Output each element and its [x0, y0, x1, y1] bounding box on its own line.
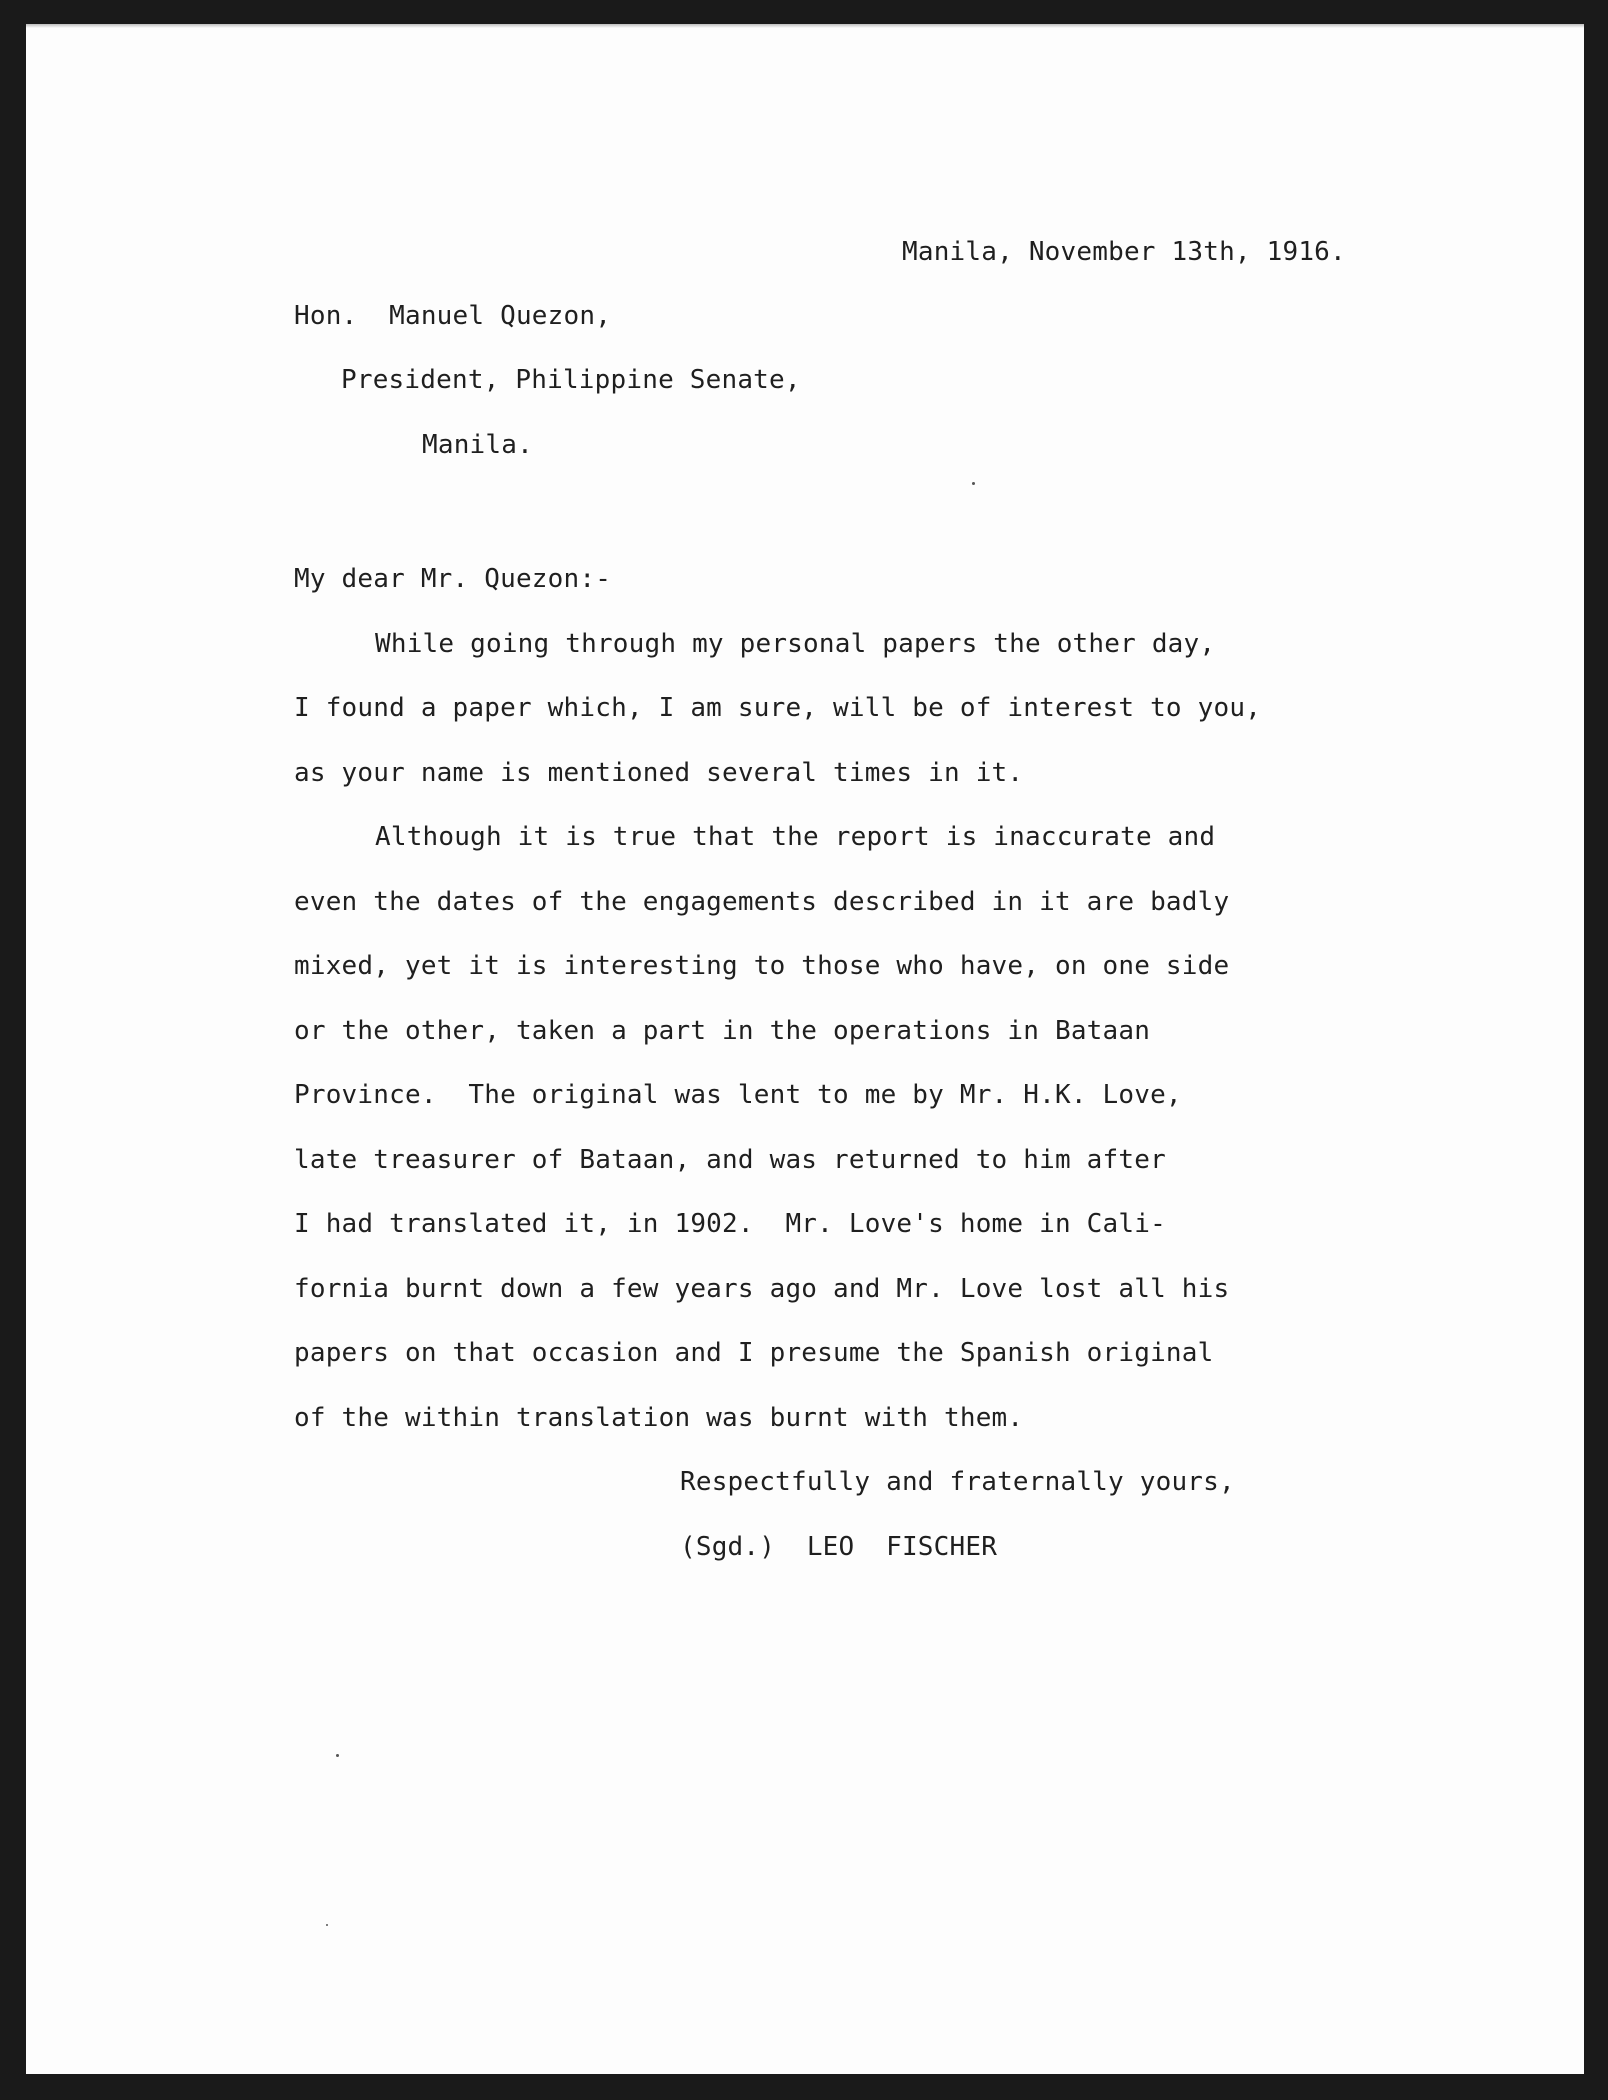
signature: (Sgd.) LEO FISCHER — [680, 1532, 998, 1562]
body-line: Province. The original was lent to me by Mr. H.K. Love, — [294, 1080, 1182, 1110]
ink-speck — [972, 482, 975, 485]
dateline: Manila, November 13th, 1916. — [902, 237, 1346, 267]
closing: Respectfully and fraternally yours, — [680, 1467, 1235, 1497]
salutation: My dear Mr. Quezon:- — [294, 564, 612, 594]
address-line-2: President, Philippine Senate, — [341, 365, 801, 395]
body-line: papers on that occasion and I presume the Spanish original — [294, 1338, 1214, 1368]
body-line: even the dates of the engagements described in it are badly — [294, 887, 1230, 917]
body-line: I had translated it, in 1902. Mr. Love's home in Cali- — [294, 1209, 1166, 1239]
address-line-3: Manila. — [422, 430, 533, 460]
body-line: mixed, yet it is interesting to those who have, on one side — [294, 951, 1230, 981]
ink-speck — [326, 1924, 328, 1926]
address-line-1: Hon. Manuel Quezon, — [294, 301, 612, 331]
body-line: of the within translation was burnt with them. — [294, 1403, 1024, 1433]
body-line: While going through my personal papers the other day, — [375, 629, 1216, 659]
body-line: Although it is true that the report is inaccurate and — [375, 822, 1216, 852]
scan-edge — [26, 24, 1584, 28]
letter-page — [26, 24, 1584, 2074]
ink-speck — [336, 1754, 339, 1757]
body-line: late treasurer of Bataan, and was returned to him after — [294, 1145, 1166, 1175]
body-line: as your name is mentioned several times in it. — [294, 758, 1024, 788]
body-line: fornia burnt down a few years ago and Mr. Love lost all his — [294, 1274, 1230, 1304]
body-line: or the other, taken a part in the operations in Bataan — [294, 1016, 1151, 1046]
body-line: I found a paper which, I am sure, will be of interest to you, — [294, 693, 1262, 723]
